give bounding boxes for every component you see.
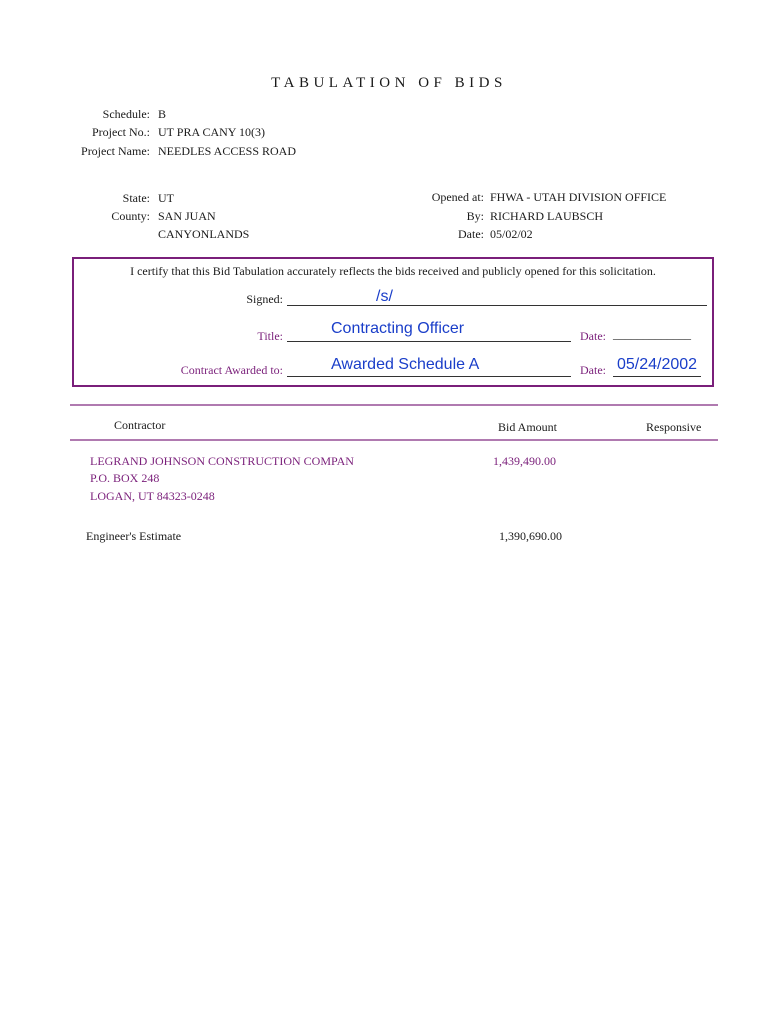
by-label: By: xyxy=(466,209,484,223)
schedule-value: B xyxy=(158,107,167,121)
bid-amount: 1,439,490.00 xyxy=(493,454,556,468)
opened-at-value: FHWA - UTAH DIVISION OFFICE xyxy=(490,190,667,204)
page-title: TABULATION OF BIDS xyxy=(271,75,507,91)
awarded-line xyxy=(287,376,571,377)
awarded-date-value: 05/24/2002 xyxy=(617,356,698,373)
title-value: Contracting Officer xyxy=(331,320,465,337)
awarded-label: Contract Awarded to: xyxy=(180,363,283,377)
project-name-value: NEEDLES ACCESS ROAD xyxy=(158,144,297,158)
state-value: UT xyxy=(158,191,174,205)
engineers-estimate-label: Engineer's Estimate xyxy=(86,529,182,543)
date-label: Date: xyxy=(458,227,484,241)
date-value: 05/02/02 xyxy=(490,227,533,241)
certification-statement: I certify that this Bid Tabulation accurately reflects the bids received and publicly opened for this solicitation. xyxy=(130,264,656,278)
engineers-estimate-amount: 1,390,690.00 xyxy=(499,529,562,543)
title-date-blank: _____________ xyxy=(613,327,691,341)
table-top-rule xyxy=(70,404,718,406)
contractor-address-1: P.O. BOX 248 xyxy=(90,471,160,485)
table-header-rule xyxy=(70,439,718,441)
signed-value: /s/ xyxy=(376,288,393,305)
title-line xyxy=(287,341,571,342)
contractor-name: LEGRAND JOHNSON CONSTRUCTION COMPAN xyxy=(90,454,354,468)
title-date-label: Date: xyxy=(580,329,606,343)
county-value: SAN JUAN xyxy=(158,209,216,223)
by-value: RICHARD LAUBSCH xyxy=(490,209,604,223)
county-label: County: xyxy=(111,209,150,223)
project-no-value: UT PRA CANY 10(3) xyxy=(158,125,266,139)
contractor-address-2: LOGAN, UT 84323-0248 xyxy=(90,489,215,503)
project-name-label: Project Name: xyxy=(81,144,150,158)
awarded-value: Awarded Schedule A xyxy=(331,356,480,373)
signed-label: Signed: xyxy=(246,292,283,306)
awarded-date-label: Date: xyxy=(580,363,606,377)
col-contractor: Contractor xyxy=(114,418,166,432)
project-no-label: Project No.: xyxy=(92,125,150,139)
title-label: Title: xyxy=(257,329,283,343)
col-responsive: Responsive xyxy=(646,420,702,434)
signed-line xyxy=(287,305,707,306)
awarded-date-line xyxy=(613,376,701,377)
park-value: CANYONLANDS xyxy=(158,227,250,241)
state-label: State: xyxy=(122,191,150,205)
opened-at-label: Opened at: xyxy=(431,190,484,204)
col-bid-amount: Bid Amount xyxy=(498,420,558,434)
schedule-label: Schedule: xyxy=(102,107,150,121)
